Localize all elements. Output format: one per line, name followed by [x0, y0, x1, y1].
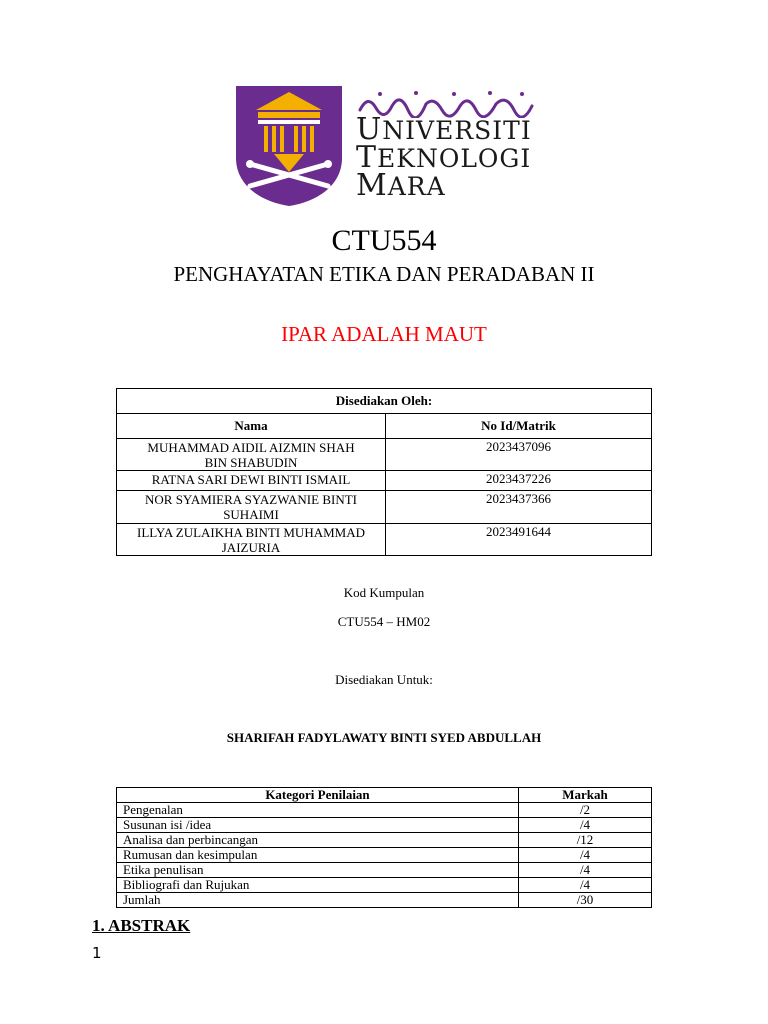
table-row: [117, 848, 652, 863]
column-header-category: Kategori Penilaian: [117, 788, 519, 803]
group-code-value: CTU554 – HM02: [337, 614, 431, 629]
assessment-category: Pengenalan: [117, 803, 519, 818]
assessment-marks: /4: [519, 818, 652, 833]
member-name: RATNA SARI DEWI BINTI ISMAIL: [117, 471, 386, 491]
section-heading: 1. ABSTRAK: [92, 916, 191, 935]
assessment-marks: /4: [519, 878, 652, 893]
assessment-category: Rumusan dan kesimpulan: [117, 848, 519, 863]
column-header-id: No Id/Matrik: [386, 414, 652, 439]
table-row: [117, 893, 652, 908]
university-logo: [236, 86, 536, 206]
member-name: MUHAMMAD AIDIL AIZMIN SHAH BIN SHABUDIN: [117, 439, 386, 471]
table-row: [117, 439, 652, 471]
assessment-category: Susunan isi /idea: [117, 818, 519, 833]
column-header-name: Nama: [117, 414, 386, 439]
assignment-title: IPAR ADALAH MAUT: [281, 322, 487, 346]
member-id: 2023437366: [386, 491, 652, 524]
uitm-shield-icon: [236, 86, 342, 206]
member-id: 2023491644: [386, 524, 652, 556]
assessment-marks: /4: [519, 848, 652, 863]
assessment-marks: /4: [519, 863, 652, 878]
assessment-category: Etika penulisan: [117, 863, 519, 878]
table-row: [117, 524, 652, 556]
assessment-category: Bibliografi dan Rujukan: [117, 878, 519, 893]
table-row: [117, 471, 652, 491]
table-row: [117, 863, 652, 878]
assessment-marks: /2: [519, 803, 652, 818]
assessment-marks: /30: [519, 893, 652, 908]
members-table-header: Disediakan Oleh:: [117, 389, 652, 414]
jawi-logotype: [356, 88, 536, 118]
course-name: PENGHAYATAN ETIKA DAN PERADABAN II: [173, 262, 595, 286]
page-number: 1: [92, 944, 102, 962]
assessment-marks: /12: [519, 833, 652, 848]
assessment-category: Jumlah: [117, 893, 519, 908]
member-name: ILLYA ZULAIKHA BINTI MUHAMMAD JAIZURIA: [117, 524, 386, 556]
assessment-category: Analisa dan perbincangan: [117, 833, 519, 848]
marks-table: [116, 787, 652, 908]
table-row: [117, 833, 652, 848]
university-name-line3: MARA: [356, 168, 446, 203]
table-row: [117, 878, 652, 893]
members-table: [116, 388, 652, 556]
university-name: [356, 112, 532, 203]
group-code-label: Kod Kumpulan: [343, 585, 425, 600]
university-name-line2: TEKNOLOGI: [356, 140, 532, 175]
table-row: [117, 818, 652, 833]
member-id: 2023437096: [386, 439, 652, 471]
university-name-line1: UNIVERSITI: [356, 112, 532, 147]
member-name: NOR SYAMIERA SYAZWANIE BINTI SUHAIMI: [117, 491, 386, 524]
course-code: CTU554: [331, 224, 437, 257]
table-row: [117, 803, 652, 818]
table-row: [117, 491, 652, 524]
column-header-marks: Markah: [519, 788, 652, 803]
member-id: 2023437226: [386, 471, 652, 491]
prepared-for-label: Disediakan Untuk:: [335, 672, 433, 687]
lecturer-name: SHARIFAH FADYLAWATY BINTI SYED ABDULLAH: [226, 730, 542, 745]
